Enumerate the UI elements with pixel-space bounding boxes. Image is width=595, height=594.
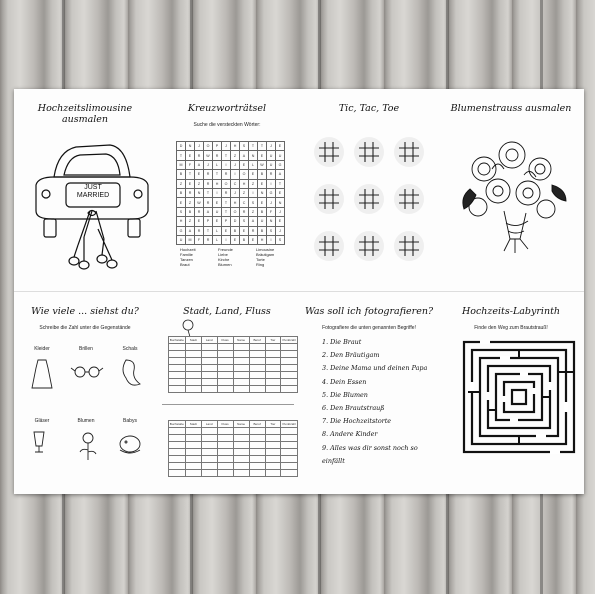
- hash-icon: [354, 184, 384, 214]
- photo-list: [322, 336, 440, 468]
- slf-table-1: Buchstabe Stadt Land Fluss Name Beruf Tier Punktzahl: [168, 336, 298, 393]
- photo-item: 2. Den Bräutigam: [322, 351, 380, 360]
- panel-title: Kreuzworträtsel: [187, 103, 267, 114]
- word: Limousine: [256, 247, 275, 252]
- panel-title: Hochzeits-Labyrinth: [461, 306, 561, 317]
- slf-table-2: Buchstabe Stadt Land Fluss Name Beruf Tier Punktzahl: [168, 420, 298, 477]
- panel-title: Wie viele ... siehst du?: [31, 306, 139, 317]
- maze-drawing: [440, 292, 582, 494]
- hash-icon: [394, 137, 424, 167]
- count-label-babys: Babys: [123, 418, 137, 424]
- word: Familie: [180, 252, 193, 257]
- panel-limousine: [14, 89, 156, 291]
- panel-subtitle: Suche die versteckten Wörter:: [193, 122, 261, 128]
- tictactoe-board[interactable]: [314, 231, 344, 261]
- panel-title: Hochzeitslimousine ausmalen: [37, 103, 133, 125]
- photo-item: 5. Die Blumen: [322, 390, 368, 399]
- tictactoe-board[interactable]: [394, 184, 424, 214]
- hash-icon: [314, 231, 344, 261]
- panel-subtitle: Schreibe die Zahl unter die Gegenstände: [39, 325, 131, 331]
- plate-line-1: JUST: [84, 184, 102, 191]
- word-search-grid: D N J O P J H S T T J E T E R W R T Z A N E U U M F A J L I J E L W U G B T E R T R I O E B R A Z E Z R H O C H Z E I T B R N T I R J Z I N G E E Z W R E T H C S E J N S B R A U T O R Z B F J H Z E P E P D S A U N E G A R T L E B E R B S J U M F R L I E B E H I S: [176, 141, 285, 245]
- word: Freunde: [218, 247, 233, 252]
- tictactoe-board[interactable]: [354, 231, 384, 261]
- count-label-brillen: Brillen: [79, 346, 93, 352]
- photo-item: 1. Die Braut: [322, 338, 362, 346]
- row-divider: [14, 291, 584, 292]
- count-drawings: [14, 292, 156, 494]
- balloon-icon: [180, 318, 200, 338]
- word: Tanzen: [180, 257, 193, 262]
- tictactoe-board[interactable]: [314, 184, 344, 214]
- tictactoe-board[interactable]: [394, 137, 424, 167]
- bouquet-drawing: [440, 89, 582, 291]
- word-list: [218, 247, 233, 267]
- panel-crossword: [156, 89, 298, 291]
- photo-item: 9. Alles was dir sonst noch so einfällt: [322, 443, 418, 465]
- tictactoe-board[interactable]: [354, 184, 384, 214]
- tictactoe-board[interactable]: [394, 231, 424, 261]
- word: Torte: [256, 257, 265, 262]
- word: Braut: [180, 262, 190, 267]
- count-label-glaeser: Gläser: [34, 418, 50, 424]
- word-list: [180, 247, 196, 267]
- count-label-schals: Schals: [122, 346, 138, 352]
- word: Blumen: [218, 262, 232, 267]
- panel-bouquet: [440, 89, 582, 291]
- count-label-kleider: Kleider: [34, 346, 50, 352]
- word: Hochzeit: [180, 247, 196, 252]
- panel-title: Tic, Tac, Toe: [338, 103, 400, 114]
- word: Kirche: [218, 257, 230, 262]
- hash-icon: [354, 231, 384, 261]
- word: Liebe: [218, 252, 228, 257]
- panel-count: [14, 292, 156, 494]
- tictactoe-board[interactable]: [354, 137, 384, 167]
- word: Bräutigam: [256, 252, 275, 257]
- hash-icon: [314, 137, 344, 167]
- divider: [162, 404, 294, 405]
- panel-tictactoe: [298, 89, 440, 291]
- photo-item: 7. Die Hochzeitstorte: [322, 417, 392, 426]
- plate-line-2: MARRIED: [76, 192, 110, 199]
- panel-photo: [298, 292, 440, 494]
- panel-title: Blumenstrauss ausmalen: [450, 103, 572, 114]
- hash-icon: [394, 231, 424, 261]
- dress-icon: [32, 360, 52, 388]
- photo-item: 4. Dein Essen: [322, 377, 367, 386]
- tictactoe-board[interactable]: [314, 137, 344, 167]
- word: Ring: [256, 262, 265, 267]
- panel-title: Stadt, Land, Fluss: [183, 306, 271, 317]
- panel-subtitle: Fotografiere die unten genannten Begriffe!: [322, 325, 416, 331]
- count-label-blumen: Blumen: [77, 418, 95, 424]
- panel-title: Was soll ich fotografieren?: [304, 306, 434, 317]
- hash-icon: [354, 137, 384, 167]
- hash-icon: [314, 184, 344, 214]
- photo-item: 8. Andere Kinder: [322, 430, 378, 439]
- photo-item: 3. Deine Mama und deinen Papa: [322, 364, 428, 373]
- activity-placemat: [14, 89, 584, 494]
- panel-subtitle: Finde den Weg zum Brautstrauß!: [474, 325, 548, 331]
- hash-icon: [394, 184, 424, 214]
- panel-maze: [440, 292, 582, 494]
- photo-item: 6. Den Brautstrauß: [322, 404, 385, 413]
- panel-stadt-land-fluss: [156, 292, 298, 494]
- word-list: [256, 247, 274, 267]
